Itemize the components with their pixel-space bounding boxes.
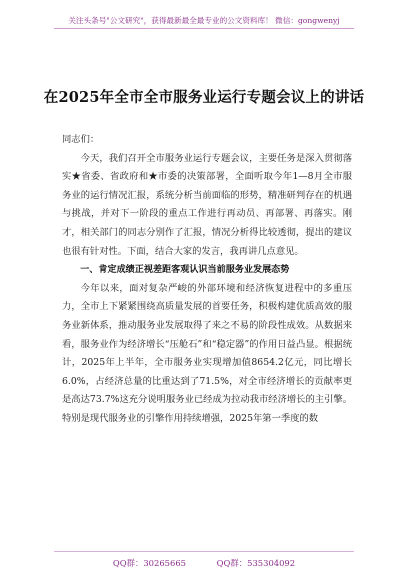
salutation: 同志们： [62,134,100,145]
top-divider [54,28,354,29]
paragraph-intro: 今天，我们召开全市服务业运行专题会议，主要任务是深入贯彻落实★省委、省政府和★市委的决策部署，全面听取今年1—8月全市服务业的运行情况汇报，系统分析当前面临的形势，精准研判存在的机遇与挑战，并对下一阶段的重点工作进行再动员、再部署、再落实。刚才，相关部门的同志分别作了汇报，情况分析得比较透彻，提出的建议也很有针对性。下面，结合大家的发言，我再讲几点意见。 [62,152,352,257]
section-heading-1: 一、肯定成绩正视差距客观认识当前服务业发展态势 [80,265,290,276]
footer-qq-group-2: QQ群：535304092 [216,558,296,568]
paragraph-section-1: 今年以来，面对复杂严峻的外部环境和经济恢复进程中的多重压力，全市上下紧紧围绕高质量发展的首要任务，积极构建优质高效的服务业新体系，推动服务业发展取得了来之不易的阶段性成效。从数据来看，服务业作为经济增长“压舱石”和“稳定器”的作用日益凸显。根据统计，2025年上半年，全市服务业实现增加值8654.2亿元，同比增长6.0%，占经济总量的比重达到了71.5%，对全市经济增长的贡献率更是高达73.7%这充分说明服务业已经成为拉动我市经济增长的主引擎。特别是现代服务业的引擎作用持续增强，2025年第一季度的数 [62,282,352,424]
document-body [62,131,352,429]
document-title: 在2025年全市全市服务业运行专题会议上的讲话 [43,89,365,106]
footer [0,557,408,569]
footer-qq-group-1: QQ群：30265665 [112,558,186,568]
bottom-divider [54,551,354,552]
top-banner: 关注头条号"公文研究"，获得最新最全最专业的公文资料库！ 微信：gongwenyj [68,16,340,25]
